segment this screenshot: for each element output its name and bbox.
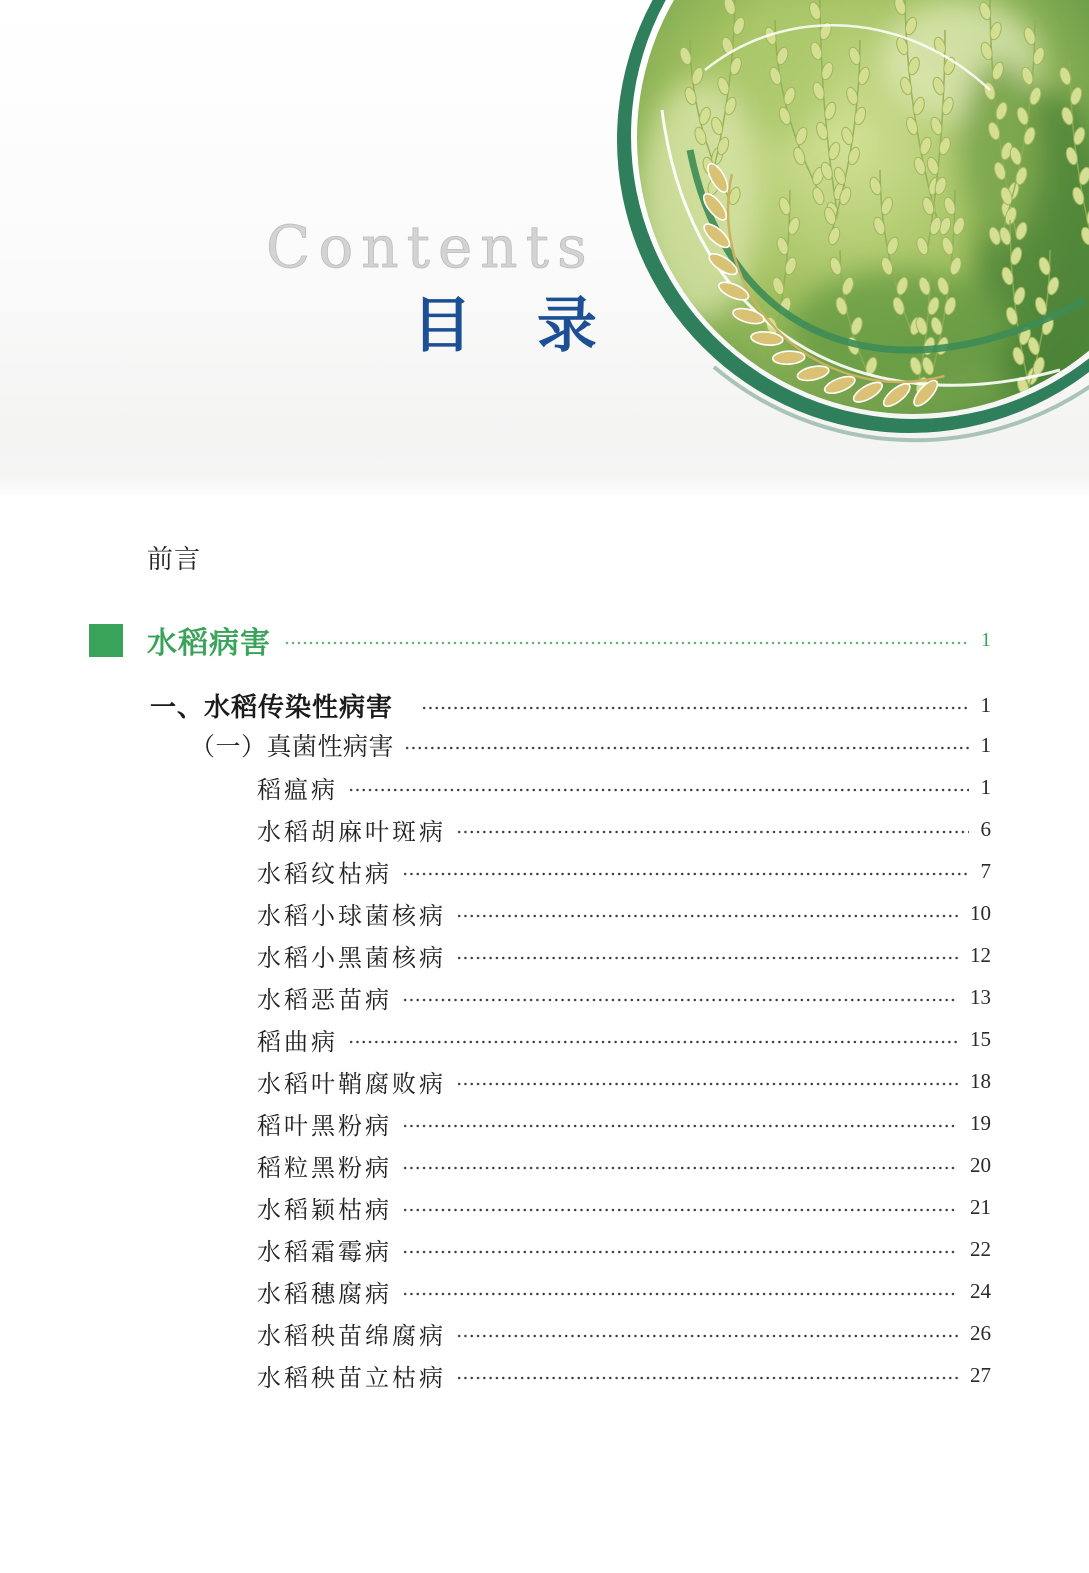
entry-title: 稻瘟病 — [257, 775, 338, 804]
section-entry — [150, 684, 991, 726]
page-number: 26 — [970, 1320, 991, 1345]
entry-title: 稻曲病 — [257, 1027, 338, 1056]
contents-title-zh: 目 录 — [412, 291, 619, 361]
toc-entry — [257, 976, 991, 1018]
page-number: 1 — [980, 732, 991, 757]
contents-title-en: Contents — [266, 213, 595, 281]
toc-entry — [257, 892, 991, 934]
dot-leader — [284, 640, 969, 646]
dot-leader — [421, 705, 968, 711]
toc-entry — [257, 808, 991, 850]
toc-entry — [257, 1186, 991, 1228]
page-number: 6 — [980, 816, 991, 841]
toc-entry — [257, 934, 991, 976]
chapter-title: 水稻病害 — [147, 626, 271, 661]
section-title: 一、水稻传染性病害 — [150, 692, 394, 723]
entry-title: 水稻霜霉病 — [257, 1237, 392, 1266]
dot-leader — [402, 871, 969, 877]
dot-leader — [402, 1291, 958, 1297]
page-number: 13 — [970, 984, 991, 1009]
toc-entry — [257, 1144, 991, 1186]
dot-leader — [456, 955, 958, 961]
toc-entry — [257, 766, 991, 808]
page-number: 12 — [970, 942, 991, 967]
page-number: 19 — [970, 1110, 991, 1135]
entry-title: 水稻穗腐病 — [257, 1279, 392, 1308]
toc-entry-list — [257, 766, 991, 1396]
entry-title: 稻粒黑粉病 — [257, 1153, 392, 1182]
toc-entry — [257, 1354, 991, 1396]
page-number: 27 — [970, 1362, 991, 1387]
preface-entry — [147, 536, 201, 578]
chapter-entry — [147, 619, 991, 661]
dot-leader — [456, 1375, 958, 1381]
entry-title: 水稻恶苗病 — [257, 985, 392, 1014]
page-number: 15 — [970, 1026, 991, 1051]
page-number: 10 — [970, 900, 991, 925]
entry-title: 水稻颖枯病 — [257, 1195, 392, 1224]
preface-title: 前言 — [147, 544, 202, 575]
toc-entry — [257, 1018, 991, 1060]
dot-leader — [404, 745, 968, 751]
dot-leader — [402, 1207, 958, 1213]
subsection-entry — [190, 724, 991, 766]
toc-entry — [257, 1102, 991, 1144]
entry-title: 水稻秧苗立枯病 — [257, 1363, 446, 1392]
entry-title: 水稻叶鞘腐败病 — [257, 1069, 446, 1098]
dot-leader — [402, 1123, 958, 1129]
page-number: 21 — [970, 1194, 991, 1219]
entry-title: 水稻秧苗绵腐病 — [257, 1321, 446, 1350]
toc-entry — [257, 1270, 991, 1312]
dot-leader — [456, 1081, 958, 1087]
dot-leader — [348, 787, 969, 793]
dot-leader — [402, 997, 958, 1003]
dot-leader — [402, 1249, 958, 1255]
chapter-marker — [89, 624, 123, 657]
page-number: 1 — [980, 692, 991, 717]
entry-title: 水稻纹枯病 — [257, 859, 392, 888]
page-number: 1 — [980, 774, 991, 799]
toc-entry — [257, 1312, 991, 1354]
toc-entry — [257, 850, 991, 892]
dot-leader — [456, 829, 969, 835]
dot-leader — [348, 1039, 958, 1045]
page-number: 20 — [970, 1152, 991, 1177]
toc-entry — [257, 1060, 991, 1102]
entry-title: 水稻胡麻叶斑病 — [257, 817, 446, 846]
entry-title: 稻叶黑粉病 — [257, 1111, 392, 1140]
dot-leader — [456, 1333, 958, 1339]
dot-leader — [402, 1165, 958, 1171]
dot-leader — [456, 913, 958, 919]
entry-title: 水稻小球菌核病 — [257, 901, 446, 930]
entry-title: 水稻小黑菌核病 — [257, 943, 446, 972]
page-number: 24 — [970, 1278, 991, 1303]
page-number: 7 — [980, 858, 991, 883]
page-number: 18 — [970, 1068, 991, 1093]
toc-entry — [257, 1228, 991, 1270]
page-number: 1 — [981, 628, 991, 651]
page-number: 22 — [970, 1236, 991, 1261]
subsection-title: （一）真菌性病害 — [190, 732, 395, 761]
